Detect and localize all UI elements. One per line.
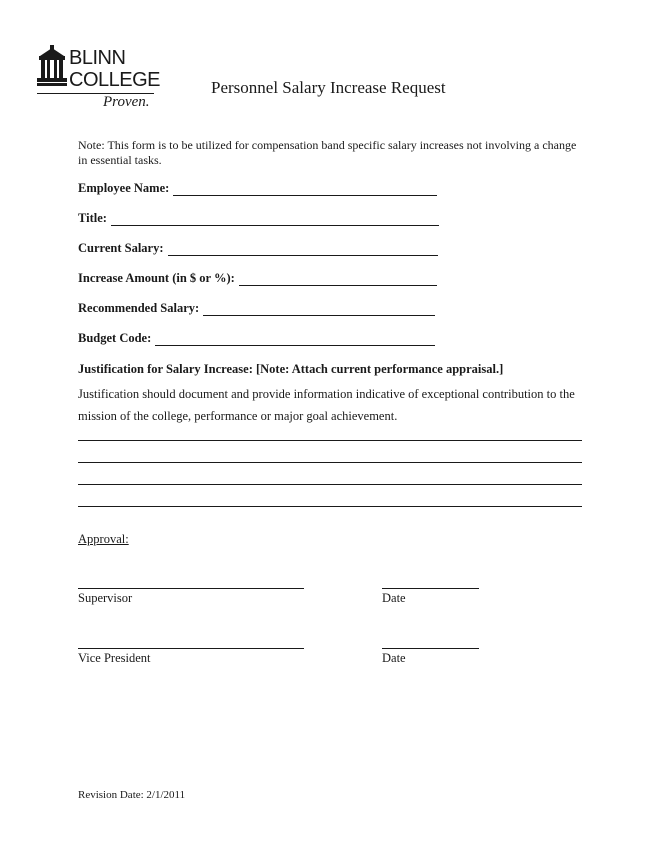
budget-code-label: Budget Code: bbox=[78, 331, 152, 345]
title-label: Title: bbox=[78, 211, 107, 225]
supervisor-date-label: Date bbox=[382, 591, 406, 605]
justification-line-1[interactable] bbox=[78, 440, 582, 441]
approval-heading: Approval: bbox=[78, 532, 129, 546]
title-input[interactable] bbox=[111, 213, 439, 226]
justification-line-3[interactable] bbox=[78, 484, 582, 485]
budget-code-input[interactable] bbox=[155, 333, 435, 346]
vice-president-date-label: Date bbox=[382, 651, 406, 665]
increase-amount-field bbox=[78, 271, 437, 286]
supervisor-date-line[interactable] bbox=[382, 588, 479, 589]
justification-heading: Justification for Salary Increase: [Note: Attach current performance appraisal.] bbox=[78, 362, 504, 376]
increase-amount-label: Increase Amount (in $ or %): bbox=[78, 271, 235, 285]
vice-president-label: Vice President bbox=[78, 651, 151, 665]
logo-line-2: COLLEGE bbox=[69, 69, 160, 91]
increase-amount-input[interactable] bbox=[239, 273, 437, 286]
form-title: Personnel Salary Increase Request bbox=[211, 78, 446, 97]
employee-name-field bbox=[78, 181, 437, 196]
form-note: Note: This form is to be utilized for compensation band specific salary increases not involving a change in essential tasks. bbox=[78, 138, 577, 167]
recommended-salary-field bbox=[78, 301, 435, 316]
supervisor-label: Supervisor bbox=[78, 591, 133, 605]
logo-tagline: Proven. bbox=[103, 94, 150, 110]
budget-code-field bbox=[78, 331, 435, 346]
building-icon bbox=[37, 45, 67, 87]
current-salary-label: Current Salary: bbox=[78, 241, 164, 255]
current-salary-field bbox=[78, 241, 438, 256]
blinn-college-logo bbox=[37, 43, 162, 113]
justification-instructions: Justification should document and provide information indicative of exceptional contribution to the mission of the college, performance or major goal achievement. bbox=[78, 387, 575, 423]
title-field bbox=[78, 211, 439, 226]
logo-line-1: BLINN bbox=[69, 47, 126, 69]
current-salary-input[interactable] bbox=[168, 243, 438, 256]
recommended-salary-label: Recommended Salary: bbox=[78, 301, 200, 315]
justification-line-2[interactable] bbox=[78, 462, 582, 463]
recommended-salary-input[interactable] bbox=[203, 303, 435, 316]
employee-name-label: Employee Name: bbox=[78, 181, 170, 195]
justification-line-4[interactable] bbox=[78, 506, 582, 507]
vice-president-date-line[interactable] bbox=[382, 648, 479, 649]
supervisor-signature-line[interactable] bbox=[78, 588, 304, 589]
vice-president-signature-line[interactable] bbox=[78, 648, 304, 649]
employee-name-input[interactable] bbox=[173, 183, 437, 196]
revision-date: Revision Date: 2/1/2011 bbox=[78, 789, 186, 801]
